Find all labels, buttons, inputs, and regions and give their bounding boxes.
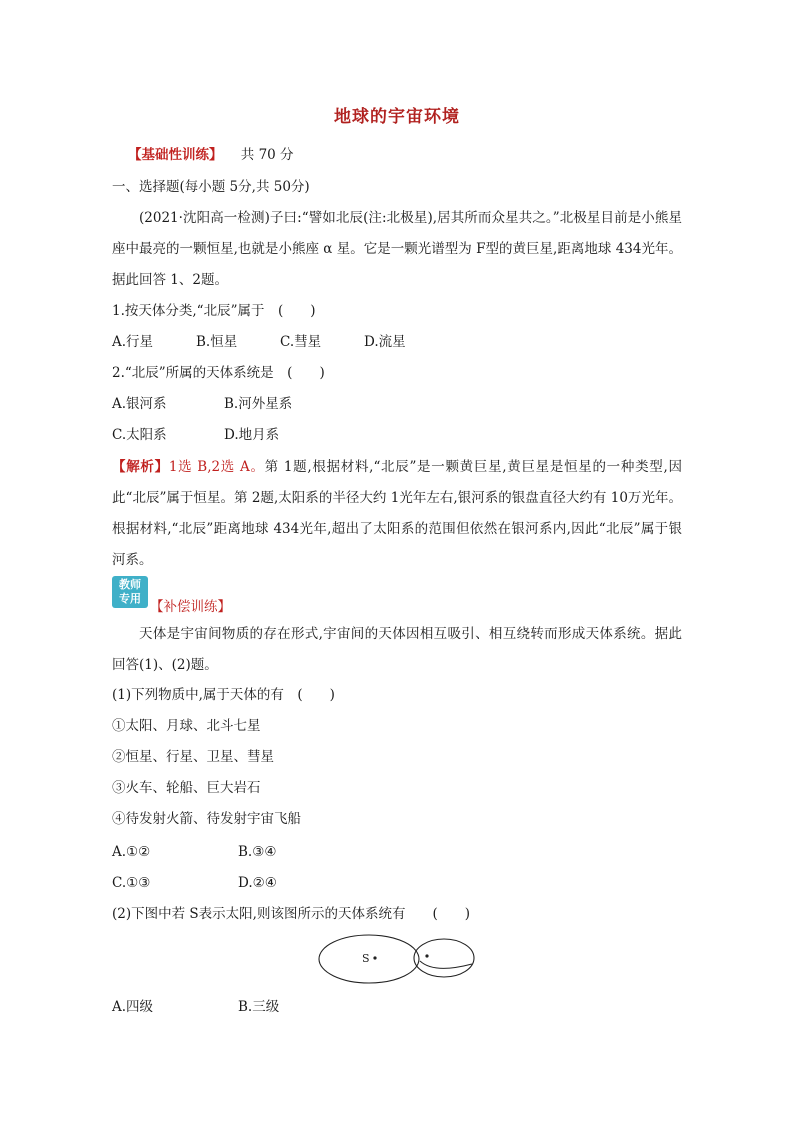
analysis-text: 第 1题,根据材料,“北辰”是一颗黄巨星,黄巨星是恒星的一种类型,因此“北辰”属于恒星。第 2题,太阳系的半径大约 1光年左右,银河系的银盘直径大约有 10万光年。根据材料,“北辰”距离地球 434光年,超出了太阳系的范围但依然在银河系内,因此“北辰”属于银河系。 bbox=[112, 459, 682, 568]
teacher-badge-line-1: 教师 bbox=[119, 578, 141, 591]
sub-orbit-arc bbox=[420, 961, 472, 968]
sun-dot bbox=[373, 956, 376, 959]
question-2-option-c[interactable]: C.太阳系 bbox=[112, 427, 167, 443]
analysis-answer: 1选 B,2选 A。 bbox=[168, 459, 265, 475]
question-2-option-d[interactable]: D.地月系 bbox=[224, 427, 280, 443]
question-2-stem: 2.“北辰”所属的天体系统是 ( ) bbox=[112, 365, 325, 381]
training-header bbox=[128, 146, 294, 164]
training-total: 共 70 分 bbox=[240, 147, 294, 163]
planet-dot bbox=[425, 954, 428, 957]
page-title: 地球的宇宙环境 bbox=[334, 107, 460, 127]
section-heading: 一、选择题(每小题 5分,共 50分) bbox=[112, 179, 310, 195]
question-1-stem: 1.按天体分类,“北辰”属于 ( ) bbox=[112, 303, 316, 319]
question-1-option-b[interactable]: B.恒星 bbox=[196, 334, 238, 350]
question-1-option-a[interactable]: A.行星 bbox=[112, 334, 154, 350]
supplement-q1-stem: (1)下列物质中,属于天体的有 ( ) bbox=[112, 687, 335, 703]
supplement-q1-option-d[interactable]: D.②④ bbox=[238, 875, 277, 891]
question-intro: (2021·沈阳高一检测)子曰:“譬如北辰(注:北极星),居其所而众星共之。”北极星目前是小熊星座中最亮的一颗恒星,也就是小熊座 α 星。它是一颗光谱型为 F型的黄巨星,距离地球 434光年。据此回答 1、2题。 bbox=[112, 210, 682, 288]
analysis-block bbox=[112, 452, 682, 576]
supplement-q1-option-c[interactable]: C.①③ bbox=[112, 875, 151, 891]
orbit-diagram bbox=[312, 930, 482, 990]
supplement-q1-item-2: ②恒星、行星、卫星、彗星 bbox=[112, 749, 274, 765]
supplement-intro: 天体是宇宙间物质的存在形式,宇宙间的天体因相互吸引、相互绕转而形成天体系统。据此回答(1)、(2)题。 bbox=[112, 626, 682, 673]
supplement-q1-option-b[interactable]: B.③④ bbox=[238, 844, 277, 860]
supplement-q2-option-b[interactable]: B.三级 bbox=[238, 999, 280, 1015]
small-orbit-ellipse bbox=[414, 939, 474, 977]
teacher-badge-line-2: 专用 bbox=[119, 592, 141, 605]
question-1-option-d[interactable]: D.流星 bbox=[364, 334, 406, 350]
sun-label: S bbox=[362, 952, 370, 965]
analysis-tag: 【解析】 bbox=[112, 459, 169, 475]
supplement-q1-option-a[interactable]: A.①② bbox=[112, 844, 151, 860]
supplement-tag: 【补偿训练】 bbox=[150, 599, 231, 615]
question-1-option-c[interactable]: C.彗星 bbox=[280, 334, 322, 350]
supplement-q2-option-a[interactable]: A.四级 bbox=[112, 999, 154, 1015]
teacher-badge bbox=[112, 576, 148, 608]
question-2-option-a[interactable]: A.银河系 bbox=[112, 396, 167, 412]
training-tag: 【基础性训练】 bbox=[128, 147, 223, 163]
supplement-q1-item-4: ④待发射火箭、待发射宇宙飞船 bbox=[112, 811, 301, 827]
supplement-q1-item-1: ①太阳、月球、北斗七星 bbox=[112, 718, 261, 734]
question-2-option-b[interactable]: B.河外星系 bbox=[224, 396, 293, 412]
supplement-q2-stem: (2)下图中若 S表示太阳,则该图所示的天体系统有 ( ) bbox=[112, 906, 470, 922]
supplement-q1-item-3: ③火车、轮船、巨大岩石 bbox=[112, 780, 261, 796]
